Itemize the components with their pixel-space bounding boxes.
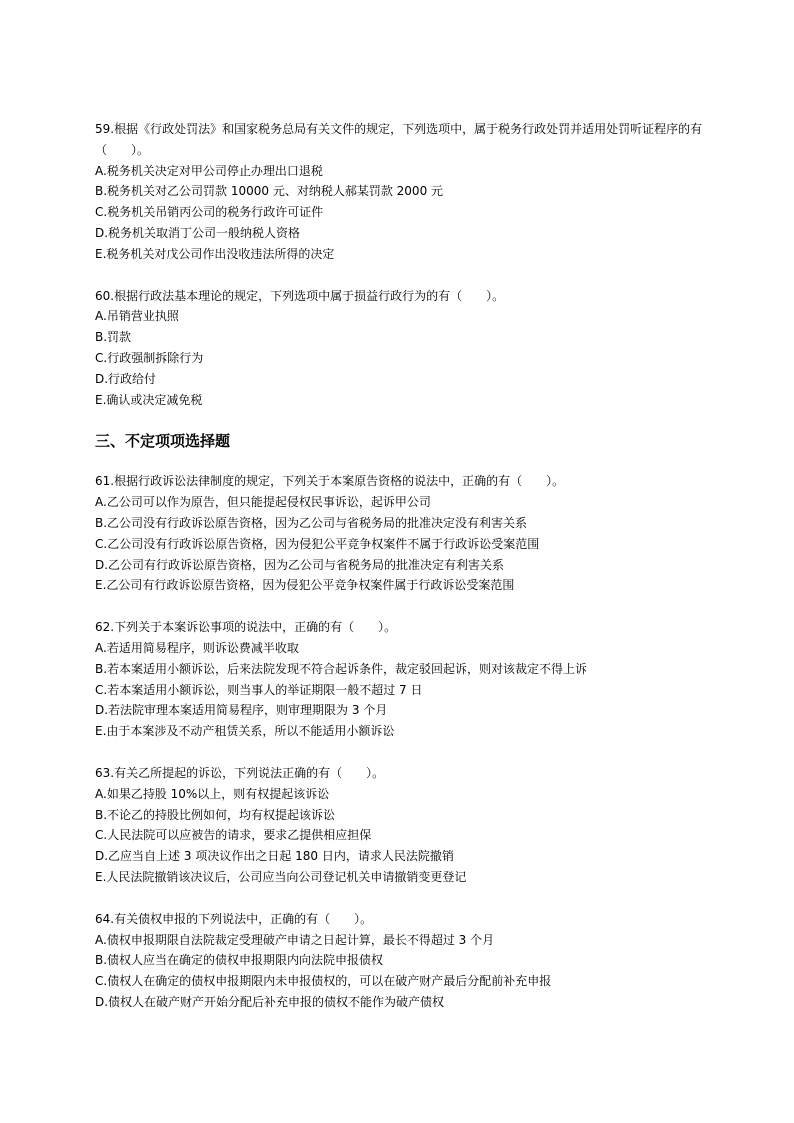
option-c: C.若本案适用小额诉讼，则当事人的举证期限一般不超过 7 日 bbox=[95, 682, 423, 697]
option-e: E.确认或决定减免税 bbox=[95, 392, 203, 407]
option-a: A.税务机关决定对甲公司停止办理出口退税 bbox=[95, 163, 323, 178]
question-59 bbox=[95, 119, 715, 265]
question-61 bbox=[95, 471, 715, 596]
option-c: C.债权人在确定的债权申报期限内未申报债权的，可以在破产财产最后分配前补充申报 bbox=[95, 974, 552, 989]
option-a: A.吊销营业执照 bbox=[95, 309, 179, 324]
option-a: A.如果乙持股 10%以上，则有权提起该诉讼 bbox=[95, 786, 330, 801]
option-b: B.税务机关对乙公司罚款 10000 元、对纳税人郝某罚款 2000 元 bbox=[95, 184, 444, 199]
option-a: A.若适用简易程序，则诉讼费减半收取 bbox=[95, 640, 299, 655]
question-stem: 62.下列关于本案诉讼事项的说法中，正确的有（ ）。 bbox=[95, 620, 397, 635]
option-d: D.若法院审理本案适用简易程序，则审理期限为 3 个月 bbox=[95, 703, 388, 718]
option-c: C.税务机关吊销丙公司的税务行政许可证件 bbox=[95, 205, 324, 220]
option-b: B.罚款 bbox=[95, 330, 132, 345]
option-d: D.税务机关取消丁公司一般纳税人资格 bbox=[95, 225, 301, 240]
question-62 bbox=[95, 617, 715, 742]
question-stem: 59.根据《行政处罚法》和国家税务总局有关文件的规定，下列选项中，属于税务行政处罚并适用处罚听证程序的有（ ）。 bbox=[95, 122, 703, 157]
section-heading: 三、不定项项选择题 bbox=[95, 432, 231, 451]
option-b: B.若本案适用小额诉讼，后来法院发现不符合起诉条件，裁定驳回起诉，则对该裁定不得上诉 bbox=[95, 661, 588, 676]
option-e: E.乙公司有行政诉讼原告资格，因为侵犯公平竞争权案件属于行政诉讼受案范围 bbox=[95, 578, 515, 593]
option-c: C.乙公司没有行政诉讼原告资格，因为侵犯公平竞争权案件不属于行政诉讼受案范围 bbox=[95, 536, 540, 551]
question-64 bbox=[95, 909, 715, 1013]
option-b: B.不论乙的持股比例如何，均有权提起该诉讼 bbox=[95, 807, 336, 822]
option-b: B.债权人应当在确定的债权申报期限内向法院申报债权 bbox=[95, 953, 384, 968]
question-60 bbox=[95, 286, 715, 411]
question-stem: 61.根据行政诉讼法律制度的规定，下列关于本案原告资格的说法中，正确的有（ ）。 bbox=[95, 474, 565, 489]
question-stem: 60.根据行政法基本理论的规定，下列选项中属于损益行政行为的有（ ）。 bbox=[95, 288, 505, 303]
option-a: A.债权申报期限自法院裁定受理破产申请之日起计算，最长不得超过 3 个月 bbox=[95, 932, 495, 947]
option-e: E.人民法院撤销该决议后，公司应当向公司登记机关申请撤销变更登记 bbox=[95, 869, 467, 884]
option-e: E.由于本案涉及不动产租赁关系，所以不能适用小额诉讼 bbox=[95, 724, 395, 739]
option-c: C.人民法院可以应被告的请求，要求乙提供相应担保 bbox=[95, 828, 372, 843]
option-a: A.乙公司可以作为原告，但只能提起侵权民事诉讼，起诉甲公司 bbox=[95, 495, 431, 510]
option-c: C.行政强制拆除行为 bbox=[95, 350, 204, 365]
option-d: D.乙应当自上述 3 项决议作出之日起 180 日内，请求人民法院撤销 bbox=[95, 849, 454, 864]
option-e: E.税务机关对戊公司作出没收违法所得的决定 bbox=[95, 246, 335, 261]
option-b: B.乙公司没有行政诉讼原告资格，因为乙公司与省税务局的批准决定没有利害关系 bbox=[95, 515, 528, 530]
document-page bbox=[95, 119, 715, 1034]
question-stem: 64.有关债权申报的下列说法中，正确的有（ ）。 bbox=[95, 911, 373, 926]
question-63 bbox=[95, 763, 715, 888]
option-d: D.债权人在破产财产开始分配后补充申报的债权不能作为破产债权 bbox=[95, 994, 445, 1009]
option-d: D.乙公司有行政诉讼原告资格，因为乙公司与省税务局的批准决定有利害关系 bbox=[95, 557, 505, 572]
question-stem: 63.有关乙所提起的诉讼，下列说法正确的有（ ）。 bbox=[95, 765, 385, 780]
option-d: D.行政给付 bbox=[95, 371, 157, 386]
